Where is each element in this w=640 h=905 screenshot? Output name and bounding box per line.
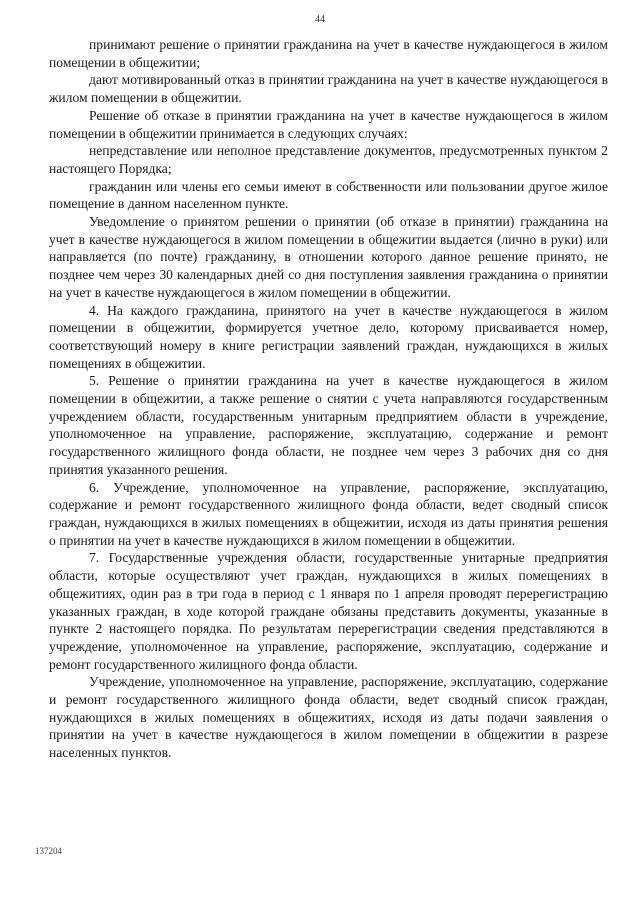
paragraph-item-6: 6. Учреждение, уполномоченное на управление, распоряжение, эксплуатацию, содержание и ремонт государственного жилищного фонда области, ведет сводный список граждан, нуждающихся в жилых помещениях в общежитии, исходя из даты принятия решения о принятии на учет в качестве нуждающихся в жилом помещении в общежитии. — [49, 479, 608, 548]
paragraph-decision-accept: принимают решение о принятии гражданина на учет в качестве нуждающегося в жилом помещении в общежитии; — [49, 37, 608, 70]
paragraph-refusal-case-documents: непредставление или неполное представление документов, предусмотренных пунктом 2 настоящего Порядка; — [49, 143, 608, 176]
paragraph-decision-refuse: дают мотивированный отказ в принятии гражданина на учет в качестве нуждающегося в жилом помещении в общежитии. — [49, 72, 608, 106]
paragraph-notification: Уведомление о принятом решении о принятии (об отказе в принятии) гражданина на учет в качестве нуждающегося в жилом помещении в общежитии выдается (лично в руки) или направляется (по почте) гражданину, в отношении которого данное решение принято, не позднее чем через 30 календарных дней со дня поступления заявления гражданина о принятии на учет в качестве нуждающегося в жилом помещении в общежитии. — [49, 214, 608, 300]
paragraph-item-5: 5. Решение о принятии гражданина на учет в качестве нуждающегося в жилом помещении в общежитии, а также решение о снятии с учета направляются государственным учреждением области, государственным унитарным предприятием области в учреждение, уполномоченное на управление, распоряжение, эксплуатацию, содержание и ремонт государственного жилищного фонда области, не позднее чем через 3 рабочих дня со дня принятия указанного решения. — [49, 373, 608, 477]
document-body — [49, 36, 608, 762]
page-number: 44 — [315, 14, 325, 25]
paragraph-refusal-cases: Решение об отказе в принятии гражданина на учет в качестве нуждающегося в жилом помещении в общежитии принимается в следующих случаях: — [49, 107, 608, 141]
paragraph-refusal-case-property: гражданин или члены его семьи имеют в собственности или пользовании другое жилое помещение в данном населенном пункте. — [49, 178, 608, 212]
document-code: 137204 — [35, 846, 62, 856]
paragraph-consolidated-list: Учреждение, уполномоченное на управление, распоряжение, эксплуатацию, содержание и ремонт государственного жилищного фонда области, ведет сводный список граждан, нуждающихся в жилых помещениях в общежитиях, исходя из даты подачи заявления о принятии на учет в качестве нуждающегося в жилом помещении в общежитии в разрезе населенных пунктов. — [49, 674, 608, 761]
paragraph-item-4: 4. На каждого гражданина, принятого на учет в качестве нуждающегося в жилом помещении в общежитии, формируется учетное дело, которому присваивается номер, соответствующий номеру в книге регистрации заявлений граждан, нуждающихся в жилых помещениях в общежитии. — [49, 302, 608, 371]
paragraph-item-7: 7. Государственные учреждения области, государственные унитарные предприятия области, которые осуществляют учет граждан, нуждающихся в жилых помещениях в общежитиях, один раз в три года в период с 1 января по 1 апреля проводят перерегистрацию указанных граждан, в ходе которой граждане обязаны представить документы, указанные в пункте 2 настоящего порядка. По результатам перерегистрации сведения представляются в учреждение, уполномоченное на управление, распоряжение, эксплуатацию, содержание и ремонт государственного жилищного фонда области. — [49, 550, 608, 672]
